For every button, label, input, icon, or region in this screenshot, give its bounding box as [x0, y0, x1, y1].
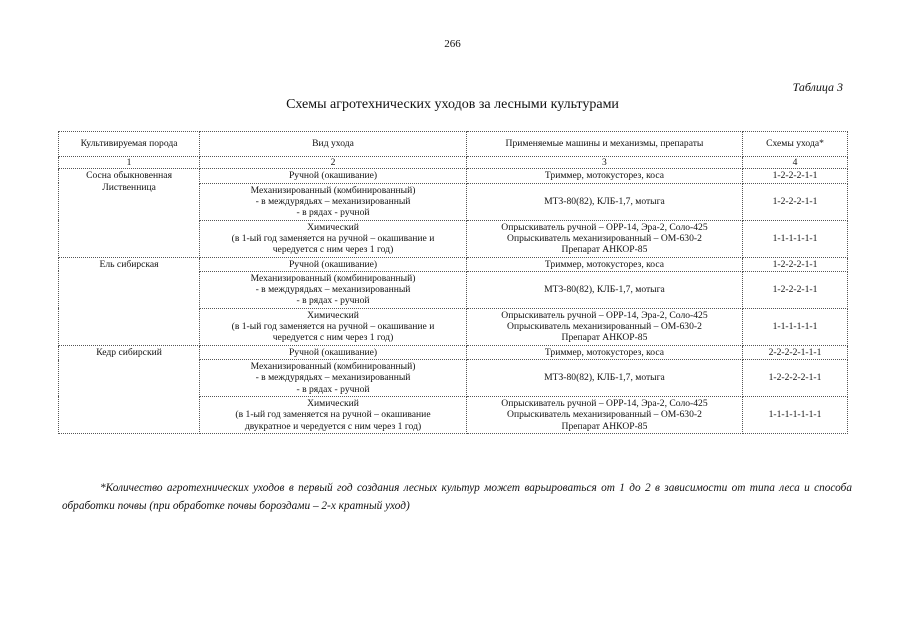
- machines-line: Препарат АНКОР-85: [561, 332, 648, 344]
- species-cell: [59, 345, 200, 433]
- species-cell: [59, 257, 200, 345]
- machines-line: Триммер, мотокусторез, коса: [544, 170, 664, 182]
- machines-line: Опрыскиватель ручной – ОРР-14, Эра-2, Соло-425: [501, 221, 708, 233]
- machines-cell: [466, 257, 742, 271]
- care-type-cell: [200, 271, 467, 308]
- scheme-cell: 1-1-1-1-1-1: [743, 308, 848, 345]
- care-line: - в рядах - ручной: [296, 295, 370, 307]
- species-name: Лиственница: [102, 181, 156, 193]
- machines-line: Опрыскиватель механизированный – ОМ-630-2: [507, 321, 702, 333]
- care-line: - в междурядьях – механизированный: [255, 284, 411, 296]
- care-line: Ручной (окашивание): [288, 346, 378, 358]
- footnote: *Количество агротехнических уходов в первый год создания лесных культур может варьироваться от 1 до 2 в зависимости от типа леса и способа обработки почвы (при обработке почвы бороздами – 2-х кратный уход): [62, 482, 852, 512]
- care-line: Ручной (окашивание): [288, 258, 378, 270]
- species-name: Ель сибирская: [99, 258, 159, 270]
- scheme-cell: 1-1-1-1-1-1-1: [743, 396, 848, 433]
- machines-line: МТЗ-80(82), КЛБ-1,7, мотыга: [544, 195, 665, 207]
- header-scheme: Схемы ухода*: [743, 132, 848, 157]
- column-number: 4: [743, 157, 848, 169]
- machines-line: Опрыскиватель механизированный – ОМ-630-2: [507, 409, 702, 421]
- machines-cell: [466, 169, 742, 183]
- care-type-cell: [200, 169, 467, 183]
- machines-line: Триммер, мотокусторез, коса: [544, 258, 664, 270]
- column-number-row: [59, 157, 848, 169]
- care-line: двукратное и чередуется с ним через 1 год): [244, 420, 422, 432]
- care-line: Ручной (окашивание): [288, 170, 378, 182]
- scheme-cell: 2-2-2-2-1-1-1: [743, 345, 848, 359]
- table-header-row: [59, 132, 848, 157]
- care-line: Механизированный (комбинированный): [250, 361, 416, 372]
- care-type-cell: [200, 220, 467, 257]
- document-title: Схемы агротехнических уходов за лесными культурами: [286, 97, 619, 112]
- care-line: (в 1-ый год заменяется на ручной – окашивание и: [231, 321, 435, 333]
- care-schemes-table: [58, 131, 848, 434]
- scheme-cell: 1-2-2-2-1-1: [743, 183, 848, 220]
- header-machines: Применяемые машины и механизмы, препараты: [466, 132, 742, 157]
- table-row: [59, 169, 848, 183]
- page-number: 266: [444, 38, 461, 50]
- header-species: Культивируемая порода: [59, 132, 200, 157]
- care-line: чередуется с ним через 1 год): [272, 244, 394, 256]
- table-row: [59, 257, 848, 271]
- care-line: (в 1-ый год заменяется на ручной – окашивание и: [231, 232, 435, 244]
- machines-cell: [466, 271, 742, 308]
- care-type-cell: [200, 257, 467, 271]
- care-type-cell: [200, 396, 467, 433]
- machines-line: Препарат АНКОР-85: [561, 244, 648, 256]
- care-line: Химический: [307, 221, 359, 233]
- care-type-cell: [200, 345, 467, 359]
- column-number: 2: [200, 157, 467, 169]
- care-line: (в 1-ый год заменяется на ручной – окашивание: [235, 409, 431, 421]
- species-name: Кедр сибирский: [96, 346, 162, 358]
- machines-cell: [466, 360, 742, 397]
- machines-cell: [466, 183, 742, 220]
- care-type-cell: [200, 360, 467, 397]
- table-label: Таблица 3: [792, 80, 843, 94]
- species-cell: [59, 169, 200, 257]
- machines-line: Опрыскиватель ручной – ОРР-14, Эра-2, Соло-425: [501, 397, 708, 409]
- care-line: - в междурядьях – механизированный: [255, 372, 411, 384]
- machines-cell: [466, 220, 742, 257]
- care-line: Химический: [307, 397, 359, 409]
- scheme-cell: 1-2-2-2-1-1: [743, 169, 848, 183]
- machines-line: Препарат АНКОР-85: [561, 420, 648, 432]
- care-line: чередуется с ним через 1 год): [272, 332, 394, 344]
- column-number: 3: [466, 157, 742, 169]
- table-row: [59, 345, 848, 359]
- scheme-cell: 1-1-1-1-1-1: [743, 220, 848, 257]
- species-name: Сосна обыкновенная: [86, 170, 172, 182]
- machines-cell: [466, 396, 742, 433]
- care-type-cell: [200, 308, 467, 345]
- care-type-cell: [200, 183, 467, 220]
- care-line: Механизированный (комбинированный): [250, 184, 416, 196]
- care-line: - в междурядьях – механизированный: [255, 195, 411, 207]
- scheme-cell: 1-2-2-2-2-1-1: [743, 360, 848, 397]
- care-line: - в рядах - ручной: [296, 383, 370, 395]
- scheme-cell: 1-2-2-2-1-1: [743, 257, 848, 271]
- column-number: 1: [59, 157, 200, 169]
- machines-line: Опрыскиватель механизированный – ОМ-630-2: [507, 232, 702, 244]
- machines-line: МТЗ-80(82), КЛБ-1,7, мотыга: [544, 284, 665, 296]
- care-line: - в рядах - ручной: [296, 207, 370, 219]
- header-care-type: Вид ухода: [200, 132, 467, 157]
- machines-line: Триммер, мотокусторез, коса: [544, 346, 664, 358]
- care-line: Химический: [307, 309, 359, 321]
- machines-line: Опрыскиватель ручной – ОРР-14, Эра-2, Соло-425: [501, 309, 708, 321]
- machines-line: МТЗ-80(82), КЛБ-1,7, мотыга: [544, 372, 665, 384]
- care-line: Механизированный (комбинированный): [250, 272, 416, 284]
- machines-cell: [466, 308, 742, 345]
- scheme-cell: 1-2-2-2-1-1: [743, 271, 848, 308]
- machines-cell: [466, 345, 742, 359]
